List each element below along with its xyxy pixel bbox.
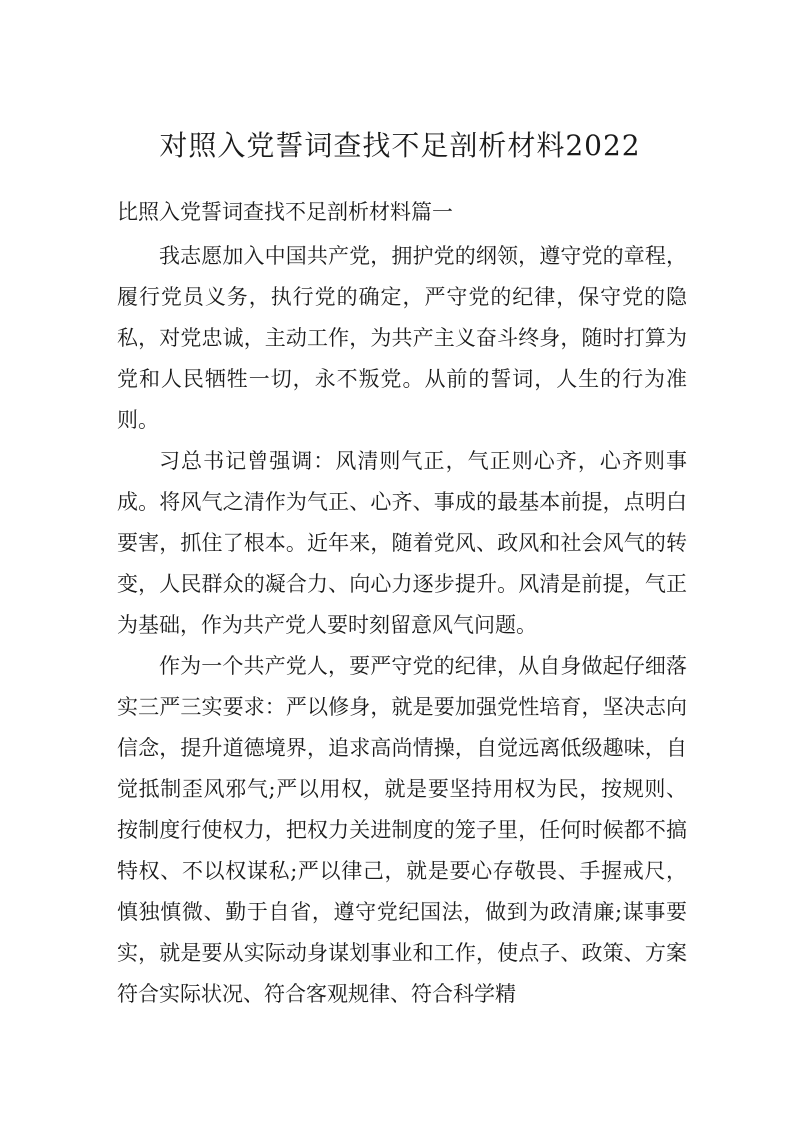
paragraph-three-strict: 作为一个共产党人，要严守党的纪律，从自身做起仔细落实三严三实要求：严以修身，就是要加强党性培育，坚决志向信念，提升道德境界，追求高尚情操，自觉远离低级趣味，自觉抵制歪风邪气;严以用权，就是要坚持用权为民，按规则、按制度行使权力，把权力关进制度的笼子里，任何时候都不搞特权、不以权谋私;严以律己，就是要心存敬畏、手握戒尺，慎独慎微、勤于自省，遵守党纪国法，做到为政清廉;谋事要实，就是要从实际动身谋划事业和工作，使点子、政策、方案符合实际状况、符合客观规律、符合科学精: [117, 654, 687, 1006]
section-heading: 比照入党誓词查找不足剖析材料篇一: [117, 200, 453, 224]
paragraph-wind-clear: 习总书记曾强调：风清则气正，气正则心齐，心齐则事成。将风气之清作为气正、心齐、事成的最基本前提，点明白要害，抓住了根本。近年来，随着党风、政风和社会风气的转变，人民群众的凝合力、向心力逐步提升。风清是前提，气正为基础，作为共产党人要时刻留意风气问题。: [117, 449, 687, 637]
paragraph-oath: 我志愿加入中国共产党，拥护党的纲领，遵守党的章程，履行党员义务，执行党的确定，严守党的纪律，保守党的隐私，对党忠诚，主动工作，为共产主义奋斗终身，随时打算为党和人民牺牲一切，永不叛党。从前的誓词，人生的行为准则。: [117, 244, 687, 432]
document-body: [117, 236, 687, 1015]
document-title: 对照入党誓词查找不足剖析材料2022: [159, 129, 641, 162]
